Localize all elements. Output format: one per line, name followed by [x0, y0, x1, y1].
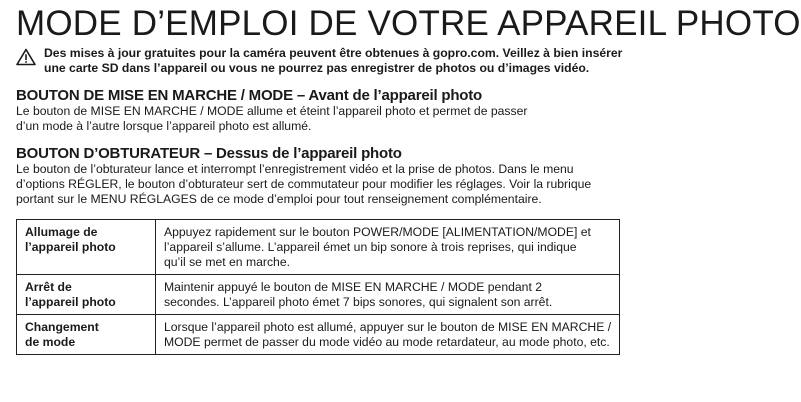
shutter-section: [16, 145, 626, 207]
body-line: portant sur le MENU RÉGLAGES de ce mode d’emploi pour tout renseignement complémentaire.: [16, 192, 542, 206]
button-functions-table: [16, 219, 620, 355]
row-label: [17, 315, 156, 355]
section-body: [16, 104, 626, 134]
body-line: d’options RÉGLER, le bouton d’obturateur sert de commutateur pour modifier les réglages. Voir la rubrique: [16, 177, 592, 191]
desc-line: Maintenir appuyé le bouton de MISE EN MARCHE / MODE pendant 2: [164, 280, 542, 294]
section-heading: BOUTON DE MISE EN MARCHE / MODE – Avant de l’appareil photo: [16, 87, 483, 104]
row-description: [156, 275, 620, 315]
row-label: [17, 220, 156, 275]
warning-triangle-icon: [16, 48, 36, 66]
warning-text: [44, 46, 622, 76]
row-description: [156, 315, 620, 355]
power-mode-section: [16, 87, 626, 134]
page-title: MODE D’EMPLOI DE VOTRE APPAREIL PHOTO: [16, 4, 801, 43]
body-line: d’un mode à l’autre lorsque l’appareil photo est allumé.: [16, 119, 312, 133]
table-row: [17, 220, 620, 275]
desc-line: Lorsque l’appareil photo est allumé, appuyer sur le bouton de MISE EN MARCHE /: [164, 320, 612, 334]
label-line: de mode: [25, 335, 76, 349]
desc-line: Appuyez rapidement sur le bouton POWER/MODE [ALIMENTATION/MODE] et: [164, 225, 591, 239]
warning-notice: [16, 46, 626, 76]
body-line: Le bouton de MISE EN MARCHE / MODE allume et éteint l’appareil photo et permet de passer: [16, 104, 528, 118]
label-line: l’appareil photo: [25, 240, 116, 254]
warning-line: une carte SD dans l’appareil ou vous ne pourrez pas enregistrer de photos ou d’images vidéo.: [44, 61, 590, 75]
body-line: Le bouton de l’obturateur lance et interrompt l’enregistrement vidéo et la prise de photos. Dans le menu: [16, 162, 574, 176]
desc-line: secondes. L’appareil photo émet 7 bips sonores, qui signalent son arrêt.: [164, 295, 553, 309]
section-heading: BOUTON D’OBTURATEUR – Dessus de l’appareil photo: [16, 145, 402, 162]
label-line: Changement: [25, 320, 99, 334]
row-description: [156, 220, 620, 275]
desc-line: l’appareil s’allume. L’appareil émet un bip sonore à trois reprises, qui indique: [164, 240, 577, 254]
label-line: l’appareil photo: [25, 295, 116, 309]
label-line: Allumage de: [25, 225, 98, 239]
warning-line: Des mises à jour gratuites pour la caméra peuvent être obtenues à gopro.com. Veillez à bien insérer: [44, 46, 623, 60]
table-row: [17, 315, 620, 355]
table-row: [17, 275, 620, 315]
desc-line: qu’il se met en marche.: [164, 255, 290, 269]
section-body: [16, 162, 626, 207]
desc-line: MODE permet de passer du mode vidéo au mode retardateur, au mode photo, etc.: [164, 335, 610, 349]
row-label: [17, 275, 156, 315]
manual-page: [16, 4, 801, 355]
label-line: Arrêt de: [25, 280, 72, 294]
